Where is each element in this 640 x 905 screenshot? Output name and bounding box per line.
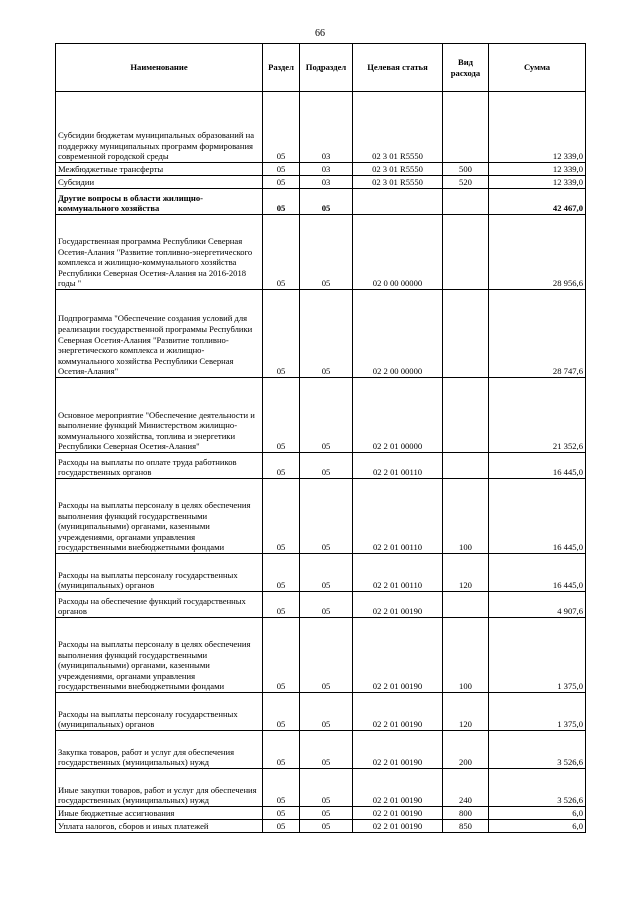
cell-subsection: 05	[300, 290, 353, 378]
cell-section: 05	[263, 479, 300, 554]
cell-name: Субсидии	[56, 176, 263, 189]
cell-section: 05	[263, 215, 300, 290]
cell-amount: 3 526,6	[489, 731, 586, 769]
cell-name: Расходы на выплаты по оплате труда работников государственных органов	[56, 453, 263, 479]
cell-amount: 12 339,0	[489, 92, 586, 163]
cell-subsection: 05	[300, 618, 353, 693]
cell-expense-type	[443, 215, 489, 290]
cell-expense-type: 850	[443, 820, 489, 833]
table-row	[56, 176, 586, 189]
cell-section: 05	[263, 290, 300, 378]
cell-name: Расходы на выплаты персоналу государственных (муниципальных) органов	[56, 693, 263, 731]
cell-amount: 28 747,6	[489, 290, 586, 378]
table-row	[56, 215, 586, 290]
table-row	[56, 807, 586, 820]
cell-expense-type: 520	[443, 176, 489, 189]
cell-expense-type: 120	[443, 554, 489, 592]
cell-section: 05	[263, 378, 300, 453]
cell-subsection: 05	[300, 378, 353, 453]
cell-amount: 21 352,6	[489, 378, 586, 453]
cell-section: 05	[263, 693, 300, 731]
cell-section: 05	[263, 592, 300, 618]
cell-name: Подпрограмма "Обеспечение создания условий для реализации государственной программы Республики Северная Осетия-Алания "Развитие топливно-энергетического комплекса и жилищно-коммунального хозяйства Республики Северная Осетия-Алания"	[56, 290, 263, 378]
cell-expense-type: 100	[443, 479, 489, 554]
cell-target: 02 2 01 00190	[353, 807, 443, 820]
cell-expense-type	[443, 592, 489, 618]
cell-subsection: 05	[300, 820, 353, 833]
table-row	[56, 378, 586, 453]
cell-subsection: 05	[300, 807, 353, 820]
cell-amount: 12 339,0	[489, 176, 586, 189]
cell-name: Расходы на выплаты персоналу в целях обеспечения выполнения функций государственными (муниципальными) органами, казенными учреждениями, органами управления государственными внебюджетными фондами	[56, 618, 263, 693]
cell-name: Расходы на обеспечение функций государственных органов	[56, 592, 263, 618]
cell-subsection: 05	[300, 189, 353, 215]
cell-target: 02 2 01 00000	[353, 378, 443, 453]
header-section: Раздел	[263, 44, 300, 92]
table-row	[56, 479, 586, 554]
cell-subsection: 05	[300, 731, 353, 769]
cell-subsection: 05	[300, 479, 353, 554]
table-row	[56, 554, 586, 592]
cell-section: 05	[263, 618, 300, 693]
cell-subsection: 05	[300, 769, 353, 807]
cell-subsection: 03	[300, 163, 353, 176]
cell-name: Иные закупки товаров, работ и услуг для обеспечения государственных (муниципальных) нужд	[56, 769, 263, 807]
cell-target: 02 2 01 00190	[353, 592, 443, 618]
header-row	[56, 44, 586, 92]
cell-section: 05	[263, 176, 300, 189]
cell-amount: 3 526,6	[489, 769, 586, 807]
cell-target: 02 2 00 00000	[353, 290, 443, 378]
cell-expense-type: 800	[443, 807, 489, 820]
cell-subsection: 03	[300, 176, 353, 189]
table-row	[56, 618, 586, 693]
cell-expense-type: 240	[443, 769, 489, 807]
header-name: Наименование	[56, 44, 263, 92]
table-row	[56, 163, 586, 176]
cell-target: 02 2 01 00110	[353, 453, 443, 479]
cell-expense-type	[443, 378, 489, 453]
cell-name: Межбюджетные трансферты	[56, 163, 263, 176]
cell-target: 02 2 01 00110	[353, 554, 443, 592]
cell-target: 02 0 00 00000	[353, 215, 443, 290]
cell-section: 05	[263, 453, 300, 479]
table-row	[56, 693, 586, 731]
cell-expense-type: 120	[443, 693, 489, 731]
table-row	[56, 290, 586, 378]
cell-name: Государственная программа Республики Северная Осетия-Алания "Развитие топливно-энергетического комплекса и жилищно-коммунального хозяйства Республики Северная Осетия-Алания на 2016-2018 годы "	[56, 215, 263, 290]
cell-target: 02 3 01 R5550	[353, 163, 443, 176]
cell-name: Закупка товаров, работ и услуг для обеспечения государственных (муниципальных) нужд	[56, 731, 263, 769]
cell-amount: 28 956,6	[489, 215, 586, 290]
table-row	[56, 820, 586, 833]
table-row	[56, 592, 586, 618]
header-subsection: Подраздел	[300, 44, 353, 92]
cell-subsection: 05	[300, 215, 353, 290]
cell-amount: 6,0	[489, 820, 586, 833]
table-row	[56, 731, 586, 769]
header-target: Целевая статья	[353, 44, 443, 92]
cell-target: 02 2 01 00110	[353, 479, 443, 554]
cell-amount: 16 445,0	[489, 479, 586, 554]
cell-target: 02 2 01 00190	[353, 618, 443, 693]
cell-name: Другие вопросы в области жилищно-коммунального хозяйства	[56, 189, 263, 215]
table-row	[56, 453, 586, 479]
cell-section: 05	[263, 731, 300, 769]
cell-target	[353, 189, 443, 215]
cell-name: Уплата налогов, сборов и иных платежей	[56, 820, 263, 833]
cell-target: 02 3 01 R5550	[353, 176, 443, 189]
table-row	[56, 92, 586, 163]
cell-expense-type	[443, 189, 489, 215]
table-row	[56, 189, 586, 215]
cell-section: 05	[263, 189, 300, 215]
cell-amount: 12 339,0	[489, 163, 586, 176]
cell-expense-type: 500	[443, 163, 489, 176]
cell-expense-type: 100	[443, 618, 489, 693]
cell-section: 05	[263, 807, 300, 820]
cell-expense-type	[443, 290, 489, 378]
cell-subsection: 03	[300, 92, 353, 163]
cell-amount: 6,0	[489, 807, 586, 820]
table-row	[56, 769, 586, 807]
cell-name: Расходы на выплаты персоналу государственных (муниципальных) органов	[56, 554, 263, 592]
page-number: 66	[315, 28, 325, 39]
cell-target: 02 2 01 00190	[353, 769, 443, 807]
cell-section: 05	[263, 769, 300, 807]
header-expense-type: Вид расхода	[443, 44, 489, 92]
cell-section: 05	[263, 820, 300, 833]
cell-target: 02 2 01 00190	[353, 820, 443, 833]
cell-target: 02 2 01 00190	[353, 693, 443, 731]
cell-expense-type: 200	[443, 731, 489, 769]
cell-target: 02 2 01 00190	[353, 731, 443, 769]
cell-name: Субсидии бюджетам муниципальных образований на поддержку муниципальных программ формирования современной городской среды	[56, 92, 263, 163]
cell-subsection: 05	[300, 554, 353, 592]
cell-amount: 16 445,0	[489, 453, 586, 479]
cell-name: Иные бюджетные ассигнования	[56, 807, 263, 820]
cell-section: 05	[263, 92, 300, 163]
cell-section: 05	[263, 163, 300, 176]
cell-amount: 4 907,6	[489, 592, 586, 618]
cell-subsection: 05	[300, 592, 353, 618]
budget-table	[55, 43, 586, 833]
cell-name: Расходы на выплаты персоналу в целях обеспечения выполнения функций государственными (муниципальными) органами, казенными учреждениями, органами управления государственными внебюджетными фондами	[56, 479, 263, 554]
cell-section: 05	[263, 554, 300, 592]
cell-amount: 1 375,0	[489, 693, 586, 731]
cell-target: 02 3 01 R5550	[353, 92, 443, 163]
cell-expense-type	[443, 92, 489, 163]
cell-amount: 42 467,0	[489, 189, 586, 215]
cell-expense-type	[443, 453, 489, 479]
cell-amount: 1 375,0	[489, 618, 586, 693]
header-amount: Сумма	[489, 44, 586, 92]
cell-subsection: 05	[300, 453, 353, 479]
cell-amount: 16 445,0	[489, 554, 586, 592]
cell-name: Основное мероприятие "Обеспечение деятельности и выполнение функций Министерством жилищно-коммунального хозяйства, топлива и энергетики Республики Северная Осетия-Алания"	[56, 378, 263, 453]
cell-subsection: 05	[300, 693, 353, 731]
